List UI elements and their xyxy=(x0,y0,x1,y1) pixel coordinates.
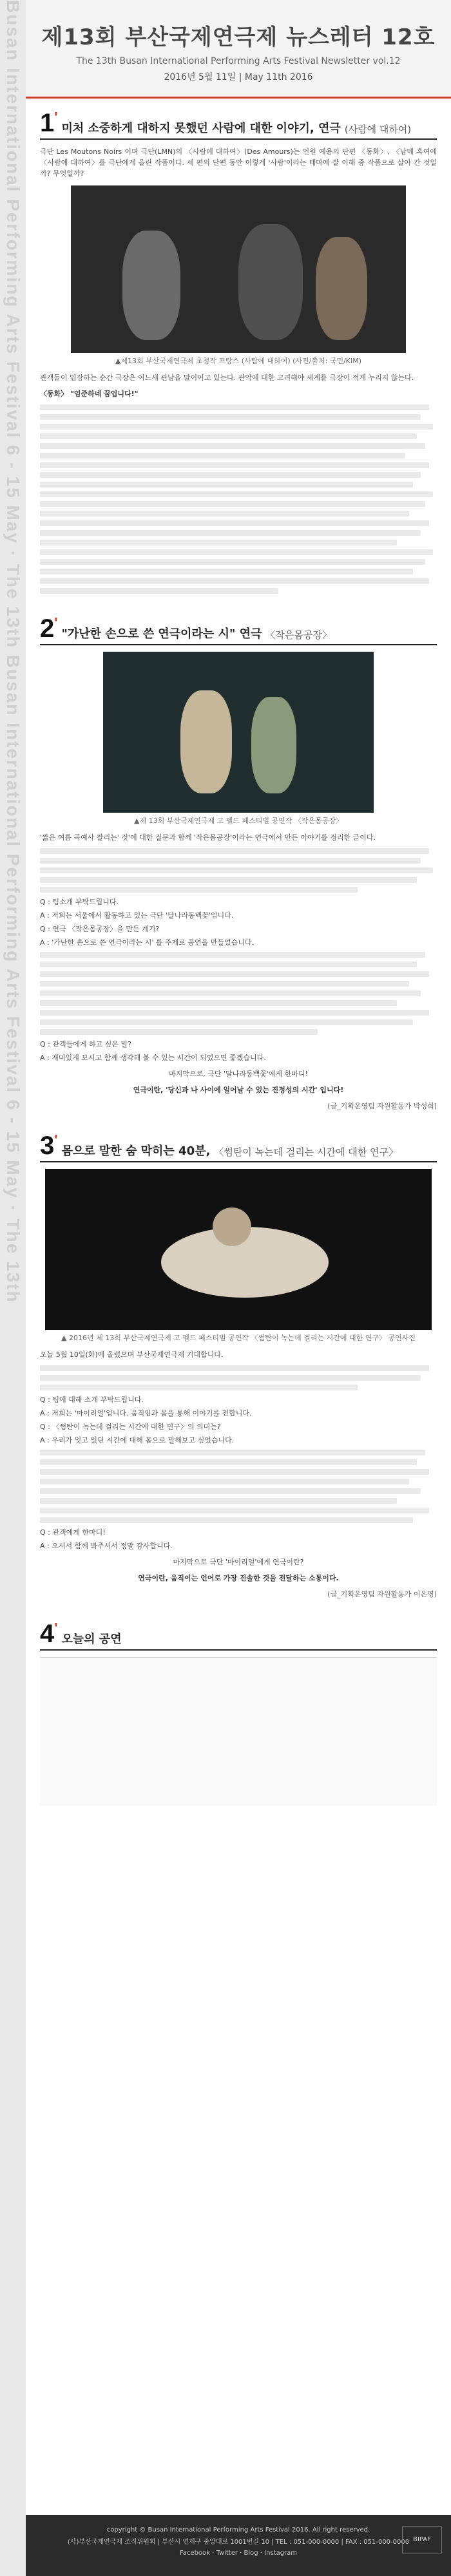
section-1-number: 1' xyxy=(40,109,58,137)
section-2-q1: Q : 팀소개 부탁드립니다. xyxy=(40,898,119,906)
section-1-title-bar xyxy=(40,110,437,140)
section-2 xyxy=(26,604,451,1121)
section-2-intro: '짧은 여름 곡예사 팔리는' 것'에 대한 질문과 함께 '작은몸공장'이라는 연극에서 만든 이야기를 정리한 글이다. xyxy=(40,833,376,842)
section-3-closing-quote: 연극이란, 움직이는 언어로 가장 진솔한 것을 전달하는 소통이다. xyxy=(138,1574,339,1582)
section-1-photo xyxy=(71,185,406,353)
section-3-body-text-2 xyxy=(40,1450,437,1523)
section-1-caption: ▲제13회 부산국제연극제 초청작 프랑스 (사람에 대하여) (사진/출처: 국민/KIM) xyxy=(115,357,362,365)
footer-address: (사)부산국제연극제 조직위원회 | 부산시 연제구 중앙대로 1001번길 10 | TEL : 051-000-0000 | FAX : 051-000-0000 xyxy=(67,2539,410,2546)
section-2-q3: Q : 관객들에게 하고 싶은 말? xyxy=(40,1040,131,1048)
section-1-heading: 미처 소중하게 대하지 못했던 사람에 대한 이야기, 연극 xyxy=(61,122,341,135)
today-performances-area xyxy=(40,1657,437,1806)
section-2-number: 2' xyxy=(40,614,58,643)
section-1 xyxy=(26,99,451,604)
section-3-signature: (글_기획운영팀 자원활동가 이은영) xyxy=(327,1590,437,1598)
section-3-q1: Q : 팀에 대해 소개 부탁드립니다. xyxy=(40,1396,144,1404)
section-2-a1: A : 저희는 서울에서 활동하고 있는 극단 '달나라동백꽃'입니다. xyxy=(40,911,234,920)
section-2-subheading: 〈작은몸공장〉 xyxy=(265,629,332,641)
side-watermark-text: Busan International Performing Arts Festival 6 - 15 May · The 13th Busan International Performing Arts Festival 6 - 15 May · The 13th xyxy=(3,0,23,1303)
section-3-body-text xyxy=(40,1365,437,1390)
section-2-closing-quote: 연극이란, '당신과 나 사이에 일어날 수 있는 진정성의 시간' 입니다! xyxy=(133,1086,344,1094)
footer-copyright: copyright © Busan International Performing Arts Festival 2016. All right reserved. xyxy=(106,2526,370,2533)
section-2-a2: A : '가난한 손으로 쓴 연극이라는 시' 를 주제로 공연을 만들었습니다. xyxy=(40,938,254,947)
section-3-a1: A : 저희는 '마이리얼'입니다. 움직임과 몸을 통해 이야기를 전합니다. xyxy=(40,1409,252,1417)
section-3-subheading: 〈썸탄이 녹는데 걸리는 시간에 대한 연구〉 xyxy=(214,1146,399,1158)
section-2-title-bar xyxy=(40,616,437,645)
section-3-a3: A : 오셔서 함께 봐주셔서 정말 감사합니다. xyxy=(40,1542,173,1550)
section-2-caption: ▲제 13회 부산국제연극제 고 펠드 페스티벌 공연작 〈작은몸공장〉 xyxy=(134,817,343,825)
section-1-intro: 극단 Les Moutons Noirs 이며 극단(LMN)의 〈사람에 대하여〉(Des Amours)는 인원 예용의 단편 〈동화〉, 〈남매 혹여에 〈사람에 대하여〉를 극단에게 올린 작품이다. 세 편의 단편 동안 이렇게 '사람'이라는 테마에 잘 이해 중 작품으로 살아 간 것일까? 무엇일까? xyxy=(40,147,437,178)
section-2-photo xyxy=(103,652,374,813)
section-1-paragraph: 관객들이 입장하는 순간 극장은 어느새 관남을 말이어고 있는다. 관악에 대한 고려해야 세계를 극장이 적게 누리지 않는다. xyxy=(40,374,414,382)
section-4-title-bar xyxy=(40,1621,437,1651)
section-2-closing: 마지막으로, 극단 '달나라동백꽃'에게 한마디! xyxy=(169,1070,308,1078)
section-2-heading: "가난한 손으로 쓴 연극이라는 시" 연극 xyxy=(61,627,262,641)
section-3-title-bar xyxy=(40,1133,437,1162)
section-3-intro: 오늘 5월 10일(화)에 올렸으며 부산국제연극제 기대합니다. xyxy=(40,1350,224,1359)
section-3-a2: A : 우리가 잊고 있던 시간에 대해 몸으로 말해보고 싶었습니다. xyxy=(40,1436,235,1444)
newsletter-header xyxy=(26,0,451,99)
section-3-q3: Q : 관객에게 한마디! xyxy=(40,1528,106,1537)
section-3-photo xyxy=(45,1169,432,1330)
newsletter-page xyxy=(26,0,451,2576)
section-1-quote: 〈동화〉 "엄준하네 꿈입니다!" xyxy=(40,390,139,398)
newsletter-footer xyxy=(26,2515,451,2576)
section-3-caption: ▲ 2016년 제 13회 부산국제연극제 고 펠드 페스티벌 공연작 〈썸탄이 녹는데 걸리는 시간에 대한 연구〉 공연사진 xyxy=(61,1334,416,1342)
newsletter-title: 제13회 부산국제연극제 뉴스레터 12호 xyxy=(41,24,436,50)
section-2-signature: (글_기획운영팀 자원활동가 박성희) xyxy=(327,1102,437,1110)
newsletter-date: 2016년 5월 11일 | May 11th 2016 xyxy=(164,72,313,82)
section-1-subheading: (사람에 대하여) xyxy=(344,124,412,135)
section-3-closing: 마지막으로 극단 '마이리얼'에게 연극이란? xyxy=(173,1558,304,1566)
section-3 xyxy=(26,1121,451,1609)
section-4 xyxy=(26,1609,451,1812)
section-2-q2: Q : 연극 〈작은몸공장〉을 만든 계기? xyxy=(40,925,160,933)
section-3-q2: Q : 〈썸탄이 녹는데 걸리는 시간에 대한 연구〉의 의미는? xyxy=(40,1423,221,1431)
section-2-a3: A : 재미있게 보시고 함께 생각해 볼 수 있는 시간이 되었으면 좋겠습니다. xyxy=(40,1054,266,1062)
newsletter-subtitle: The 13th Busan International Performing Arts Festival Newsletter vol.12 xyxy=(76,56,401,66)
section-4-number: 4' xyxy=(40,1620,58,1648)
section-2-body-text xyxy=(40,848,437,893)
section-1-body-text xyxy=(40,404,437,594)
section-4-heading: 오늘의 공연 xyxy=(61,1633,122,1646)
footer-social-links[interactable]: Facebook · Twitter · Blog · Instagram xyxy=(179,2550,298,2557)
side-watermark-band xyxy=(0,0,26,2576)
festival-logo: BIPAF xyxy=(402,2526,442,2553)
section-3-number: 3' xyxy=(40,1132,58,1160)
section-3-heading: 몸으로 말한 숨 막히는 40분, xyxy=(61,1144,211,1158)
section-2-body-text-2 xyxy=(40,952,437,1035)
